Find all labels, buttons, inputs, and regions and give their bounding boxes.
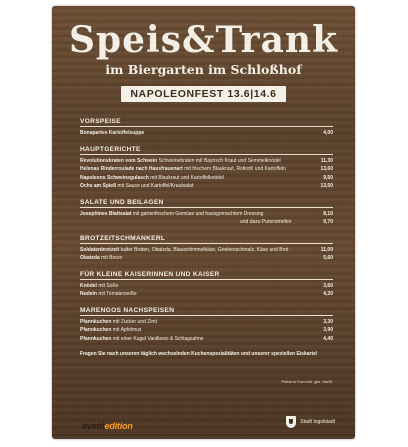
section-title: SALATE UND BEILAGEN xyxy=(80,199,333,208)
menu-content xyxy=(80,118,333,357)
menu-item xyxy=(80,165,333,174)
item-name: Knödel xyxy=(80,282,97,289)
item-desc: mit Sauce und Kartoffel/Krautsalat xyxy=(117,183,194,189)
menu-item xyxy=(80,318,333,327)
item-desc: mit Zucker und Zimt xyxy=(112,318,157,325)
menu-item xyxy=(80,182,333,191)
event-logo-part2: edition xyxy=(104,421,133,431)
item-price: 13,60 xyxy=(320,166,333,172)
price-note: Preise in Euro inkl. ges. MwSt. xyxy=(281,380,333,384)
item-price: 4,20 xyxy=(323,291,333,297)
city-crest-icon xyxy=(286,416,296,428)
city-name: Stadt Ingolstadt xyxy=(300,419,335,425)
item-name: Helenas Rinderroulade nach Hausfrauenart xyxy=(80,166,183,172)
item-desc: mit Tomatensoße xyxy=(98,291,137,297)
item-desc: mit Apfelmus xyxy=(112,327,142,333)
menu-item xyxy=(80,157,333,166)
menu-board xyxy=(52,6,355,439)
item-desc: mit einer Kugel Vanilleeis & Schlagsahne xyxy=(112,335,204,342)
menu-subtitle: im Biergarten im Schloßhof xyxy=(105,62,302,77)
menu-item xyxy=(80,246,333,255)
item-price: 3,90 xyxy=(323,327,333,333)
item-price: 9,70 xyxy=(323,219,333,225)
section-title: MARENGOS NACHSPEISEN xyxy=(80,307,333,316)
item-desc: mit gartenfrischem Gemüse und hausgemachtem Dressing xyxy=(132,210,264,217)
item-name: Pfannkuchen xyxy=(80,327,112,333)
menu-item xyxy=(80,129,333,138)
menu-title: Speis&Trank xyxy=(68,19,339,61)
menu-item xyxy=(80,335,333,344)
menu-item xyxy=(80,282,333,291)
section-title: FÜR KLEINE KAISERINNEN UND KAISER xyxy=(80,271,333,280)
item-price: 8,10 xyxy=(323,210,333,217)
item-desc: mit Soße xyxy=(98,282,119,289)
item-desc: mit Blaukraut und Kartoffelknödel xyxy=(150,174,224,181)
item-name: Bonapartes Kartoffelsuppe xyxy=(80,130,145,136)
item-desc: mit frischem Blaukraut, Rotkohl und Kartoffeln xyxy=(184,166,286,172)
section-title: BROTZEITSCHMANKERL xyxy=(80,235,333,244)
event-logo xyxy=(82,421,133,431)
item-desc: Schweinebraten mit Bayrisch Kraut und Semmelknödel xyxy=(158,157,281,164)
item-price: 13,50 xyxy=(320,183,333,189)
item-price: 4,40 xyxy=(323,335,333,342)
item-price: 11,30 xyxy=(320,157,333,164)
item-price: 5,60 xyxy=(323,255,333,261)
section-title: HAUPTGERICHTE xyxy=(80,146,333,155)
item-desc: und dazu Putenstreifen xyxy=(240,219,292,225)
item-name: Josephines Blattsalat xyxy=(80,210,132,217)
event-logo-part1: event xyxy=(82,421,105,431)
item-name: Pfannkuchen xyxy=(80,318,112,325)
section-title: VORSPEISE xyxy=(80,118,333,127)
menu-item xyxy=(80,174,333,183)
item-name: Ochs am Spieß xyxy=(80,183,117,189)
item-price: 4,00 xyxy=(323,130,333,136)
item-price: 3,60 xyxy=(323,282,333,289)
menu-item xyxy=(80,218,333,227)
item-name: Pfannkuchen xyxy=(80,335,112,342)
menu-item xyxy=(80,326,333,335)
menu-note: Fragen Sie nach unseren täglich wechselnden Kuchenspezialitäten und unserer speziellen Eiskarte! xyxy=(80,351,318,357)
item-desc: kalter Braten, Obatzda, Blauschimmelkäse, Griebenschmalz, Käse und Brot xyxy=(120,246,289,253)
menu-item xyxy=(80,290,333,299)
item-name: Revolutionsbraten vom Schwein xyxy=(80,157,158,164)
menu-item xyxy=(80,254,333,263)
item-price: 3,30 xyxy=(323,318,333,325)
item-price: 11,00 xyxy=(320,246,333,253)
menu-item xyxy=(80,210,333,219)
item-name: Nudeln xyxy=(80,291,97,297)
item-name: Soldatenbrotzeit xyxy=(80,246,120,253)
city-logo xyxy=(286,416,335,428)
item-desc: mit Brezn xyxy=(101,255,123,261)
item-name: Napoleons Schweinegulasch xyxy=(80,174,149,181)
item-name: Obatzda xyxy=(80,255,100,261)
festival-badge: NAPOLEONFEST 13.6|14.6 xyxy=(121,86,286,102)
item-price: 9,50 xyxy=(323,174,333,181)
